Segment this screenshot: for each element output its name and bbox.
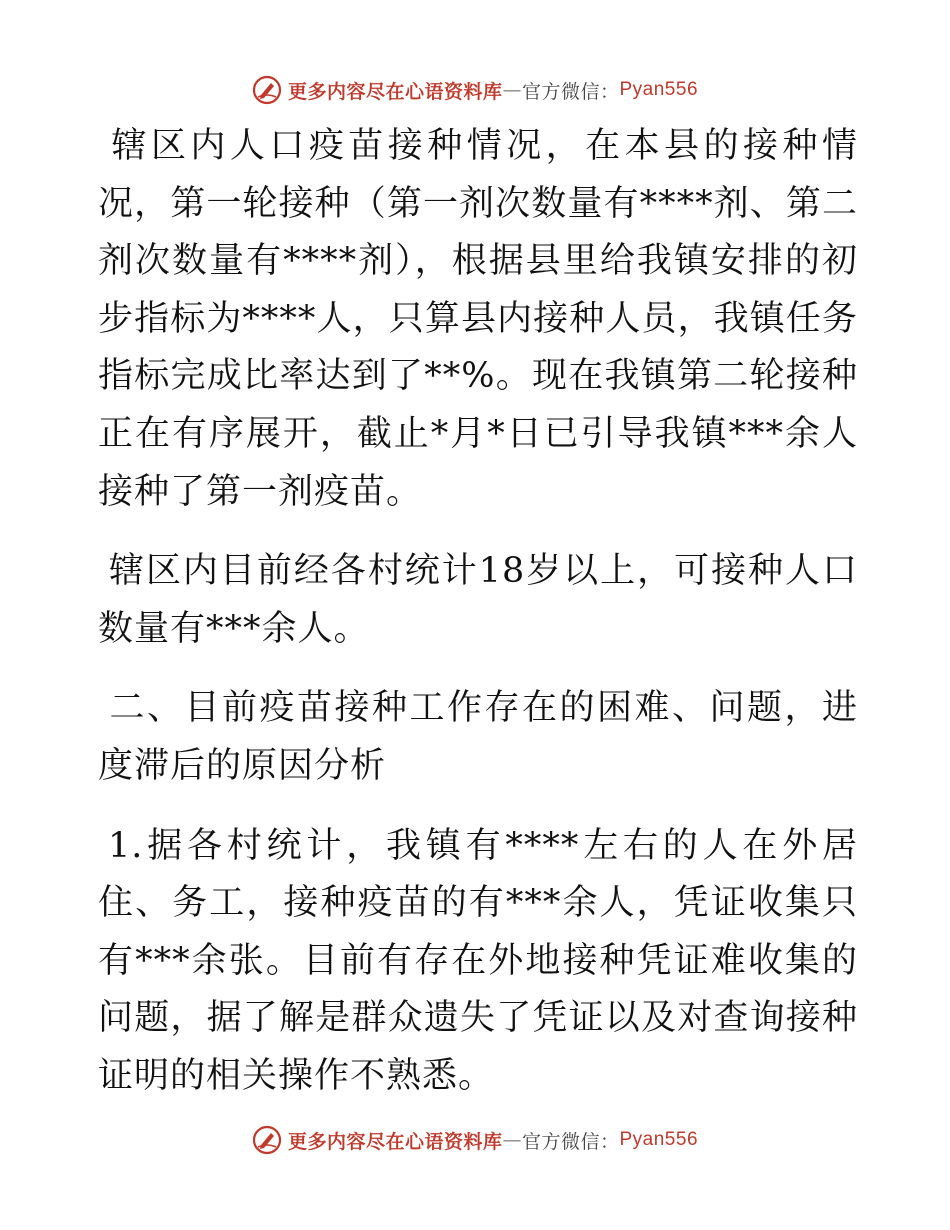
paragraph-text: 辖区内人口疫苗接种情况，在本县的接种情况，第一轮接种（第一剂次数量有****剂、第二剂次数量有****剂），根据县里给我镇安排的初步指标为****人，只算县内接种人员，我镇任务指标完成比率达到了**%。现在我镇第二轮接种正在有序展开，截止*月*日已引导我镇***余人接种了第一剂疫苗。 [98, 126, 858, 512]
paragraph-vaccination-status [98, 118, 858, 521]
footer-watermark [0, 1120, 950, 1160]
paragraph-text: 辖区内目前经各村统计18岁以上，可接种人口数量有***余人。 [98, 551, 858, 649]
watermark-wechat-label: 官方微信： [521, 80, 620, 103]
watermark-brand: 更多内容尽在心语资料库 [287, 80, 503, 103]
watermark-wechat-label: 官方微信： [521, 1130, 620, 1153]
document-body [98, 118, 858, 1128]
watermark-wechat-id: Pyan556 [619, 79, 699, 100]
watermark-separator: — [502, 1129, 522, 1151]
watermark-separator: — [502, 79, 522, 101]
paragraph-text: 二、目前疫苗接种工作存在的困难、问题，进度滞后的原因分析 [98, 688, 858, 786]
header-watermark [0, 70, 950, 110]
book-pen-logo-icon [252, 1125, 282, 1155]
paragraph-eligible-population [98, 543, 858, 658]
section-heading-difficulties [98, 680, 858, 795]
paragraph-text: 1.据各村统计，我镇有****左右的人在外居住、务工，接种疫苗的有***余人，凭证收集只有***余张。目前有存在外地接种凭证难收集的问题，据了解是群众遗失了凭证以及对查询接种证明的相关操作不熟悉。 [98, 825, 858, 1096]
book-pen-logo-icon [252, 75, 282, 105]
paragraph-item-1 [98, 818, 858, 1106]
watermark-brand: 更多内容尽在心语资料库 [287, 1130, 503, 1153]
watermark-wechat-id: Pyan556 [619, 1129, 699, 1150]
